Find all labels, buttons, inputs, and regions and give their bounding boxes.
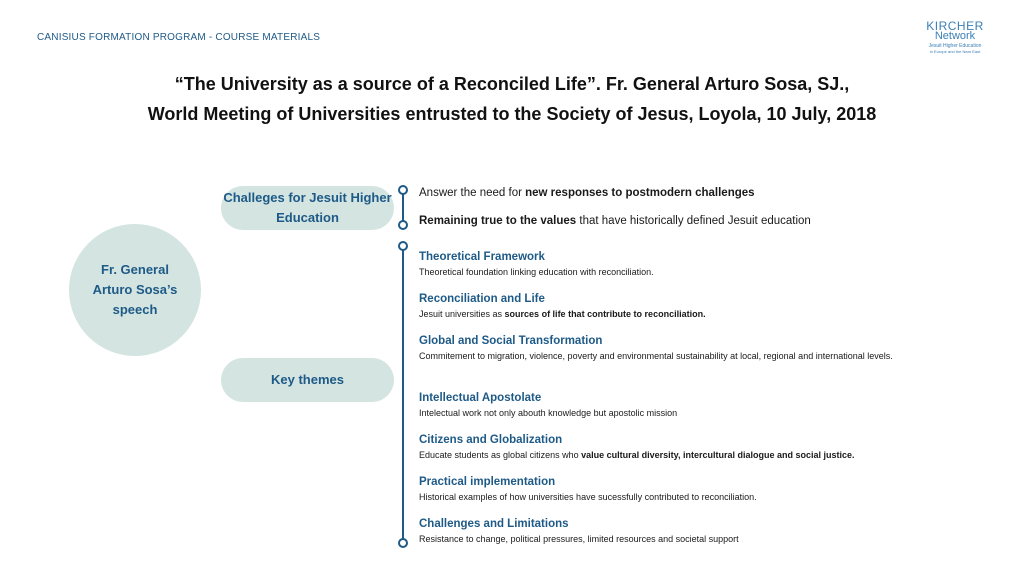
key-themes-node <box>221 358 394 402</box>
theme-title: Global and Social Transformation <box>419 335 603 347</box>
theme-description: Historical examples of how universities have sucessfully contributed to reconciliation. <box>419 492 757 502</box>
speech-center-label: Fr. General Arturo Sosa’s speech <box>92 262 178 317</box>
theme-title: Reconciliation and Life <box>419 293 545 305</box>
themes-timeline-start-dot <box>398 241 408 251</box>
challenges-node-label: Challeges for Jesuit Higher Education <box>223 190 392 225</box>
page-title-line-2: World Meeting of Universities entrusted to the Society of Jesus, Loyola, 10 July, 2018 <box>147 104 877 124</box>
theme-description: Resistance to change, political pressures, limited resources and societal support <box>419 534 739 544</box>
theme-title: Intellectual Apostolate <box>419 392 542 404</box>
theme-title: Theoretical Framework <box>419 251 545 263</box>
challenge-item: Remaining true to the values that have historically defined Jesuit education <box>419 215 811 227</box>
kircher-network-logo <box>920 20 990 54</box>
challenge-item: Answer the need for new responses to postmodern challenges <box>419 187 755 199</box>
theme-title: Citizens and Globalization <box>419 434 563 446</box>
theme-description: Intelectual work not only abouth knowledge but apostolic mission <box>419 408 678 418</box>
theme-description: Jesuit universities as sources of life that contribute to reconciliation. <box>419 309 706 319</box>
theme-title: Practical implementation <box>419 476 556 488</box>
theme-item <box>419 474 949 505</box>
course-header-label: CANISIUS FORMATION PROGRAM - COURSE MATERIALS <box>37 32 321 43</box>
theme-item <box>419 249 949 280</box>
logo-line-1: KIRCHER <box>926 19 984 33</box>
themes-timeline-line <box>402 247 404 541</box>
challenges-timeline-start-dot <box>398 185 408 195</box>
challenges-node <box>221 186 394 230</box>
theme-description: Educate students as global citizens who value cultural diversity, intercultural dialogue and social justice. <box>419 450 855 460</box>
theme-description: Theoretical foundation linking education with reconciliation. <box>419 267 654 277</box>
challenges-timeline-end-dot <box>398 220 408 230</box>
logo-line-3: Jesuit Higher Education <box>928 43 982 49</box>
theme-item <box>419 333 949 364</box>
page-title-line-1: “The University as a source of a Reconciled Life”. Fr. General Arturo Sosa, SJ., <box>174 74 850 94</box>
speech-center-node <box>69 224 201 356</box>
theme-description: Commitement to migration, violence, poverty and environmental sustainability at local, regional and international levels. <box>419 351 893 361</box>
theme-item <box>419 291 949 322</box>
theme-item <box>419 516 949 547</box>
logo-line-4: in Europe and the Near East <box>929 49 981 54</box>
theme-item <box>419 432 949 463</box>
themes-timeline-end-dot <box>398 538 408 548</box>
theme-title: Challenges and Limitations <box>419 518 569 530</box>
logo-line-2: Network <box>934 30 976 42</box>
key-themes-node-label: Key themes <box>271 372 344 387</box>
theme-item <box>419 390 949 421</box>
